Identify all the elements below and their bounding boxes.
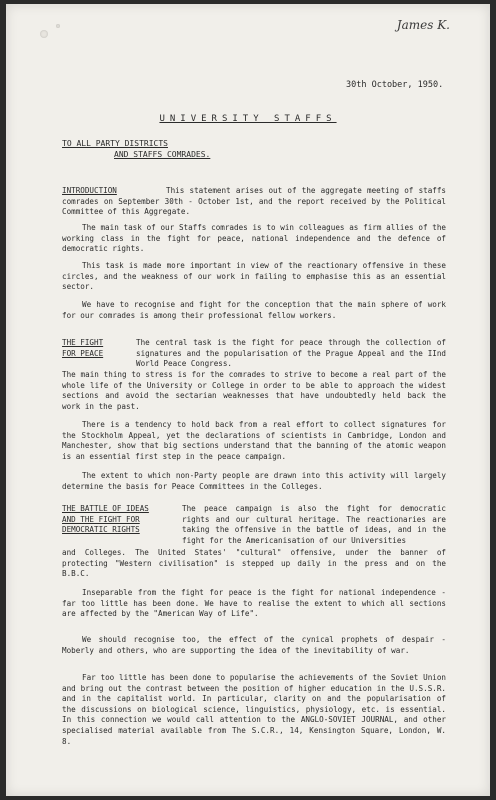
paragraph: There is a tendency to hold back from a real effort to collect signatures for the Stockholm Appeal, yet the declarations of scientists in Cambridge, London and Manchester, show that big sections understand that the banning of the atomic weapon is an essential first step in the peace campaign. xyxy=(62,420,446,461)
document-date: 30th October, 1950. xyxy=(346,80,444,90)
battle-of-ideas-text: and Colleges. The United States' "cultural" offensive, under the banner of protecting "Western civilisation" is stepped up daily in the press and on the B.B.C. xyxy=(62,548,446,579)
heading-line: AND THE FIGHT FOR xyxy=(62,514,140,524)
fight-for-peace-text: The main thing to stress is for the comrades to strive to become a real part of the whole life of the University or College in order to be able to approach the widest sections and avoid the sectarian weaknesses that have undoubtedly held back the work in the past. xyxy=(62,370,446,411)
paragraph: The extent to which non-Party people are drawn into this activity will largely determine the basis for Peace Committees in the Colleges. xyxy=(62,471,446,491)
section-heading-fight-for-peace xyxy=(62,338,103,359)
section-heading-battle-of-ideas xyxy=(62,504,149,536)
introduction-text: This statement arises out of the aggregate meeting of staffs comrades on September 30th - October 1st, and the report received by the Political Committee of this Aggregate. xyxy=(62,186,446,217)
hole-mark xyxy=(40,30,48,38)
document-title: UNIVERSITY STAFFS xyxy=(159,114,337,124)
heading-line: DEMOCRATIC RIGHTS xyxy=(62,525,140,535)
addressee-line1: TO ALL PARTY DISTRICTS xyxy=(62,139,168,148)
heading-line: THE FIGHT xyxy=(62,338,104,347)
addressee xyxy=(62,138,210,160)
paragraph: This task is made more important in view of the reactionary offensive in these circles, and the weakness of our work in failing to emphasise this as an essential sector. xyxy=(62,261,446,292)
paragraph: Inseparable from the fight for peace is the fight for national independence - far too little has been done. We have to realise the extent to which all sections are affected by the "American Way of Life". xyxy=(62,588,446,619)
paragraph: Far too little has been done to popularise the achievements of the Soviet Union and bring out the contrast between the position of higher education in the U.S.S.R. and in the capitalist world. In particular, clarity on and the popularisation of the discussions on biological science, linguistics, physiology, etc. is essential. In this connection we would call attention to the ANGLO-SOVIET JOURNAL, and other specialised material available from The S.C.R., 14, Kensington Square, London, W. 8. xyxy=(62,673,446,746)
battle-of-ideas-intro: The peace campaign is also the fight for democratic rights and our cultural heritage. The reactionaries are taking the offensive in the battle of ideas, and in the fight for the Americanisation of our Universities xyxy=(182,504,446,545)
paragraph: The main task of our Staffs comrades is to win colleagues as firm allies of the working class in the fight for peace, national independence and the defence of democratic rights. xyxy=(62,223,446,254)
paragraph: We have to recognise and fight for the conception that the main sphere of work for our comrades is among their professional fellow workers. xyxy=(62,300,446,320)
paragraph: We should recognise too, the effect of the cynical prophets of despair - Moberly and others, who are supporting the idea of the inevitability of war. xyxy=(62,635,446,655)
document-page xyxy=(6,4,490,796)
fight-for-peace-intro: The central task is the fight for peace through the collection of signatures and the popularisation of the Prague Appeal and the IInd World Peace Congress. xyxy=(136,338,446,369)
handwritten-name: James K. xyxy=(396,18,450,32)
heading-line: THE BATTLE OF IDEAS xyxy=(62,504,149,513)
section-heading-introduction: INTRODUCTION xyxy=(62,186,117,195)
hole-mark xyxy=(56,24,60,28)
addressee-line2: AND STAFFS COMRADES. xyxy=(114,150,211,159)
heading-line: FOR PEACE xyxy=(62,348,104,358)
